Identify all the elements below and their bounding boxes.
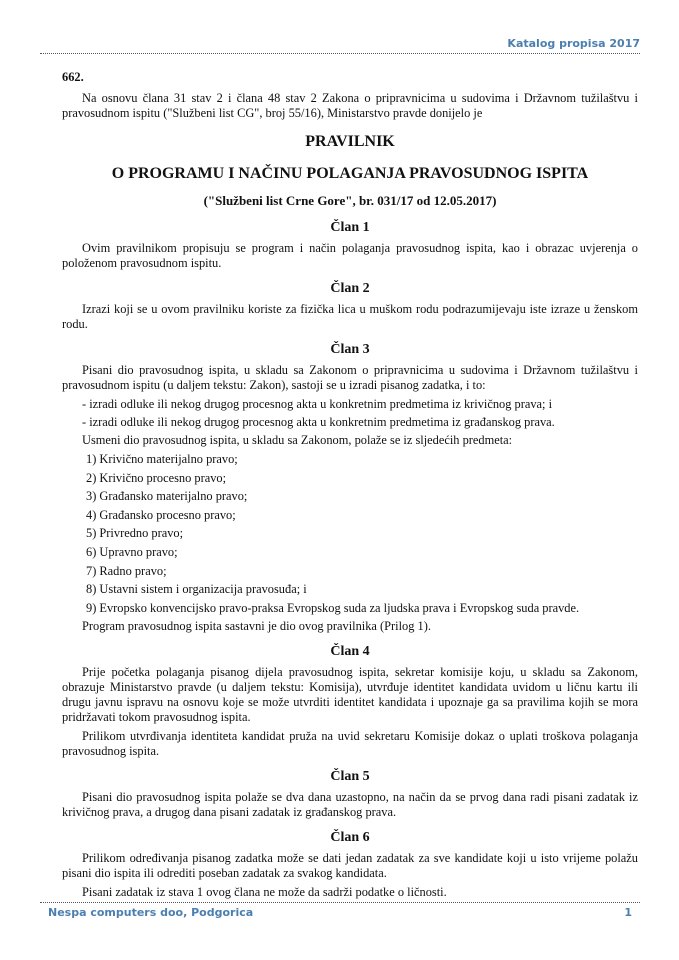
article-6-paragraph: Prilikom određivanja pisanog zadatka može se dati jedan zadatak za sve kandidate koji u isto vrijeme polažu pisani dio ispita ili odrediti poseban zadatak za svakog kandidata. xyxy=(62,851,638,881)
article-4-paragraph: Prije početka polaganja pisanog dijela pravosudnog ispita, sekretar komisije koju, u skladu sa Zakonom, obrazuje Ministarstvo pravde (u daljem tekstu: Komisija), utvrđuje identitet kandidata uvidom u ličnu kartu ili drugu javnu ispravu na osnovu koje se može utvrditi identitet kandidata i upoznaje ga sa pravilima kojih se mora pridržavati tokom pravosudnog ispita. xyxy=(62,665,638,725)
article-6-paragraph: Pisani zadatak iz stava 1 ovog člana ne može da sadrži podatke o ličnosti. xyxy=(82,885,447,900)
article-3-paragraph: Program pravosudnog ispita sastavni je dio ovog pravilnika (Prilog 1). xyxy=(82,619,431,634)
article-5-paragraph: Pisani dio pravosudnog ispita polaže se dva dana uzastopno, na način da se prvog dana radi pisani zadatak iz krivičnog prava, a drugog dana pisani zadatak iz građanskog prava. xyxy=(62,790,638,820)
article-3-paragraph: Usmeni dio pravosudnog ispita, u skladu sa Zakonom, polaže se iz sljedećih predmeta: xyxy=(82,433,513,447)
list-item: 4) Građansko procesno pravo; xyxy=(86,507,236,522)
list-item: 5) Privredno pravo; xyxy=(86,526,184,541)
list-item: 1) Krivično materijalno pravo; xyxy=(86,452,238,466)
list-item: - izradi odluke ili nekog drugog procesnog akta u konkretnim predmetima iz krivičnog prava; i xyxy=(82,397,553,411)
footer-publisher: Nespa computers doo, Podgorica xyxy=(48,906,254,919)
intro-paragraph: Na osnovu člana 31 stav 2 i člana 48 stav 2 Zakona o pripravnicima u sudovima i Državnom tužilaštvu i pravosudnom ispitu ("Službeni list CG", broj 55/16), Ministarstvo pravde donijelo je xyxy=(62,91,638,120)
article-5-heading: Član 5 xyxy=(330,769,370,785)
regulation-number: 662. xyxy=(62,70,84,84)
page-footer xyxy=(40,902,640,919)
list-item: 2) Krivično procesno pravo; xyxy=(86,470,227,485)
page-header: Katalog propisa 2017 xyxy=(40,37,640,54)
article-2-paragraph: Izrazi koji se u ovom pravilniku koriste za fizička lica u muškom rodu podrazumijevaju iste izraze u ženskom rodu. xyxy=(62,302,638,331)
list-item: 8) Ustavni sistem i organizacija pravosuđa; i xyxy=(86,582,307,597)
document-title: PRAVILNIK xyxy=(305,133,395,150)
article-3-heading: Član 3 xyxy=(330,342,370,357)
article-1-heading: Član 1 xyxy=(330,220,370,235)
article-6-heading: Član 6 xyxy=(330,830,370,846)
document-subtitle: O PROGRAMU I NAČINU POLAGANJA PRAVOSUDNOG ISPITA xyxy=(111,165,589,182)
article-2-heading: Član 2 xyxy=(330,281,370,296)
article-4-heading: Član 4 xyxy=(330,644,370,660)
article-4-paragraph: Prilikom utvrđivanja identiteta kandidat pruža na uvid sekretaru Komisije dokaz o uplati troškova polaganja pravosudnog ispita. xyxy=(62,729,638,759)
article-1-paragraph: Ovim pravilnikom propisuju se program i način polaganja pravosudnog ispita, kao i obrazac uvjerenja o položenom pravosudnom ispitu. xyxy=(62,241,638,270)
page-number: 1 xyxy=(624,906,632,919)
list-item: 3) Građansko materijalno pravo; xyxy=(86,489,248,504)
list-item: 6) Upravno pravo; xyxy=(86,544,178,559)
article-3-paragraph: Pisani dio pravosudnog ispita, u skladu sa Zakonom o pripravnicima u sudovima i Državnom tužilaštvu i pravosudnom ispitu (u daljem tekstu: Zakon), sastoji se u izradi pisanog zadatka, i to: xyxy=(62,363,638,392)
list-item: 7) Radno pravo; xyxy=(86,563,167,578)
gazette-reference: ("Službeni list Crne Gore", br. 031/17 od 12.05.2017) xyxy=(203,193,497,208)
document-body xyxy=(62,70,638,904)
list-item: - izradi odluke ili nekog drugog procesnog akta u konkretnim predmetima iz građanskog prava. xyxy=(82,415,555,429)
list-item: 9) Evropsko konvencijsko pravo-praksa Evropskog suda za ljudska prava i Evropskog suda pravde. xyxy=(86,600,580,615)
